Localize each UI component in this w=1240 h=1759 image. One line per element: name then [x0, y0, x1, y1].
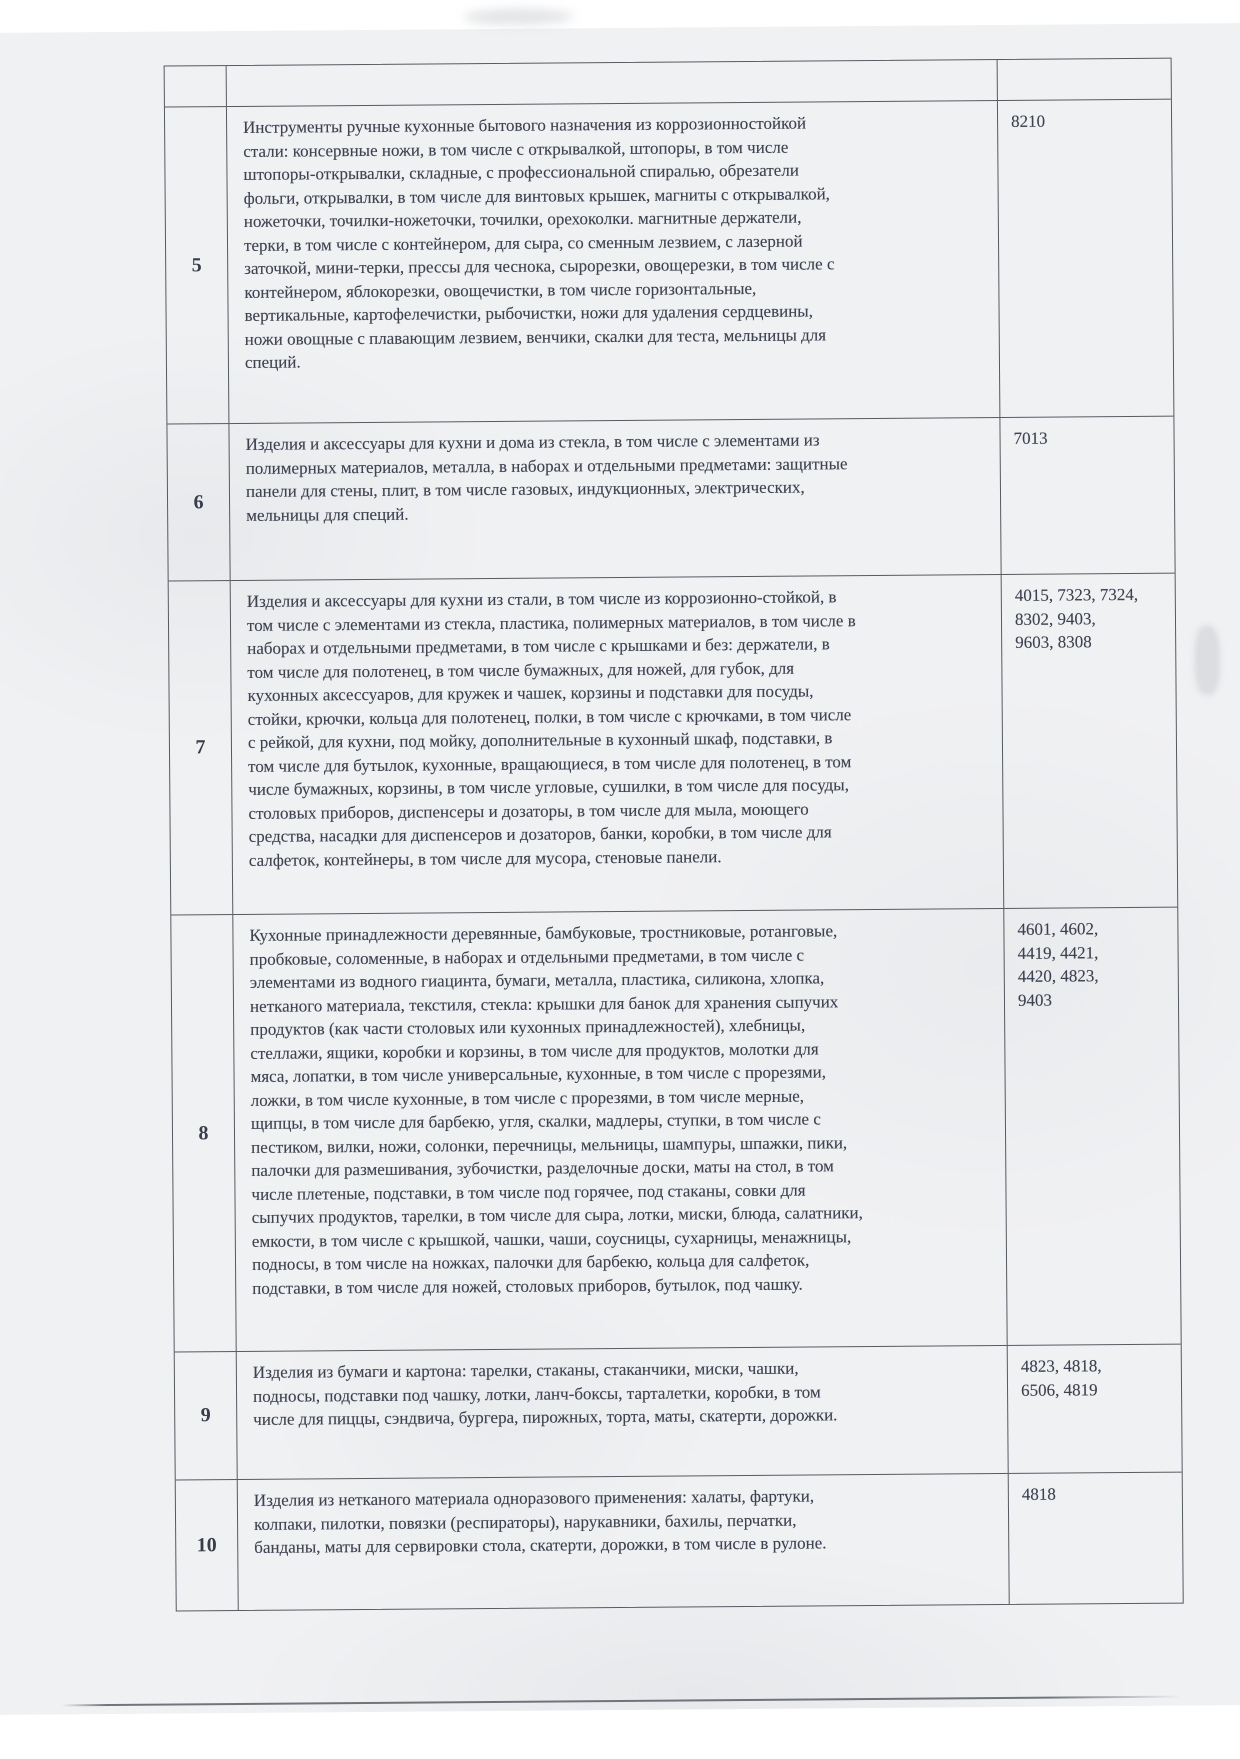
table-row: [176, 1473, 1183, 1611]
row-number: 7: [169, 581, 234, 914]
table-row: [167, 417, 1174, 582]
header-cell-codes: [998, 59, 1171, 100]
header-cell-num: [165, 66, 227, 106]
row-codes: 4601, 4602, 4419, 4421, 4420, 4823, 9403: [1017, 919, 1099, 1010]
row-number: 8: [171, 915, 236, 1351]
row-codes: 4818: [1021, 1484, 1056, 1504]
row-codes: 4015, 7323, 7324, 8302, 9403, 9603, 8308: [1014, 584, 1139, 652]
row-description: Изделия из бумаги и картона: тарелки, стаканы, стаканчики, миски, чашки, подносы, подставки под чашку, лотки, ланч-боксы, тарталетки, коробки, в том числе для пиццы, сэндвича, бургера, пирожных, торта, маты, скатерти, дорожки.: [237, 1346, 1009, 1479]
table-row: [171, 908, 1180, 1353]
row-codes: 8210: [1011, 111, 1046, 131]
row-description: Инструменты ручные кухонные бытового назначения из коррозионностойкой стали: консервные ножи, в том числе с открывалкой, штопоры, в том числе штопоры-открывалки, складные, с профессиональной спиралью, обрезатели фольги, открывалки, в том числе для винтовых крышек, магниты с открывалкой, ножеточки, точилки-ножеточки, точилки, орехоколки. магнитные держатели, терки, в том числе с контейнером, для сыра, со сменным лезвием, с лазерной заточкой, мини-терки, прессы для чеснока, сырорезки, овощерезки, в том числе с контейнером, яблокорезки, овощечистки, в том числе горизонтальные, вертикальные, картофелечистки, рыбочистки, ножи для удаления сердцевины, ножи овощные с плавающим лезвием, венчики, скалки для теста, мельницы для специй.: [227, 101, 1000, 423]
scan-smudge-top: [463, 8, 573, 25]
header-cell-desc: [227, 60, 998, 106]
row-codes: 4823, 4818, 6506, 4819: [1020, 1356, 1102, 1400]
table-row: [165, 100, 1173, 425]
table-row: [169, 574, 1178, 916]
table-row: [175, 1345, 1182, 1481]
row-description: Изделия из нетканого материала одноразового применения: халаты, фартуки, колпаки, пилотки, повязки (респираторы), нарукавники, бахилы, перчатки, банданы, маты для сервировки стола, скатерти, дорожки, в том числе в рулоне.: [238, 1474, 1010, 1610]
scan-smudge-right-margin: [1194, 625, 1221, 695]
row-number: 10: [176, 1480, 239, 1610]
row-description: Изделия и аксессуары для кухни из стали, в том числе из коррозионно-стойкой, в том числе с элементами из стекла, пластика, полимерных материалов, в том числе в наборах и отдельными предметами, в том числе с крышками и без: держатели, в том числе для полотенец, в том числе бумажных, для ножей, для губок, для кухонных аксессуаров, для кружек и чашек, корзины и подставки для посуды, стойки, крючки, кольца для полотенец, полки, в том числе с крючками, в том числе с рейкой, для кухни, под мойку, дополнительные в кухонный шкаф, подставки, в том числе для бутылок, кухонные, вращающиеся, в том числе для полотенец, в том числе бумажных, корзины, в том числе угловые, сушилки, в том числе для посуды, столовых приборов, диспенсеры и дозаторы, в том числе для мыла, моющего средства, насадки для диспенсеров и дозаторов, банки, коробки, в том числе для салфеток, контейнеры, в том числе для мусора, стеновые панели.: [231, 575, 1005, 914]
row-description: Изделия и аксессуары для кухни и дома из стекла, в том числе с элементами из полимерных материалов, металла, в наборах и отдельными предметами: защитные панели для стены, плит, в том числе газовых, индукционных, электрических, мельницы для специй.: [229, 418, 1001, 580]
codes-table: [164, 58, 1184, 1612]
row-number: 9: [175, 1352, 238, 1479]
row-number: 6: [167, 424, 230, 580]
row-description: Кухонные принадлежности деревянные, бамбуковые, тростниковые, ротанговые, пробковые, соломенные, в наборах и отдельными предметами, в том числе с элементами из водного гиацинта, бумаги, металла, пластика, силикона, хлопка, нетканого материала, текстиля, стекла: крышки для банок для хранения сыпучих продуктов (как части столовых или кухонных принадлежностей), хлебницы, стеллажи, ящики, коробки и корзины, в том числе для продуктов, молотки для мяса, лопатки, в том числе универсальные, кухонные, в том числе с прорезями, ложки, в том числе кухонные, в том числе с прорезями, в том числе мерные, щипцы, в том числе для барбекю, угля, скалки, мадлеры, ступки, в том числе с пестиком, вилки, ножи, солонки, перечницы, мельницы, шампуры, шпажки, пики, палочки для размешивания, зубочистки, разделочные доски, маты на стол, в том числе плетеные, подставки, в том числе под горячее, под стаканы, совки для сыпучих продуктов, тарелки, в том числе для сыра, лотки, миски, блюда, салатники, емкости, в том числе с крышкой, чашки, чаши, соусницы, сухарницы, менажницы, подносы, в том числе на ножках, палочки для барбекю, кольца для салфеток, подставки, в том числе для ножей, столовых приборов, бутылок, под чашку.: [233, 909, 1007, 1351]
row-codes: 7013: [1013, 428, 1048, 448]
row-number: 5: [165, 107, 229, 423]
